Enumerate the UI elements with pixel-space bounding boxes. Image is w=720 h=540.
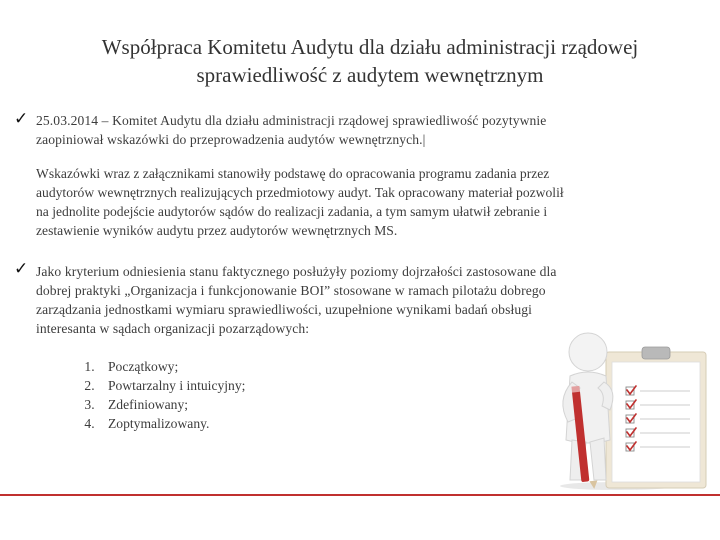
bullet-2-line: dobrej praktyki „Organizacja i funkcjonowanie BOI” stosowane w ramach pilotażu dobrego bbox=[36, 283, 546, 298]
maturity-levels-list bbox=[60, 357, 245, 433]
bullet-1-line-1: 25.03.2014 – Komitet Audytu dla działu administracji rządowej sprawiedliwość pozytywnie bbox=[36, 113, 547, 128]
paragraph-line: zestawienie wyników audytu przez audytorów wewnętrznych MS. bbox=[36, 223, 398, 238]
guidelines-paragraph bbox=[36, 164, 706, 240]
list-item: 1. Początkowy; bbox=[98, 357, 245, 376]
list-item: 4. Zoptymalizowany. bbox=[98, 414, 245, 433]
bullet-2 bbox=[36, 262, 706, 338]
list-item: 3. Zdefiniowany; bbox=[98, 395, 245, 414]
clipboard-clip bbox=[642, 347, 670, 359]
bullet-1-line-2: zaopiniował wskazówki do przeprowadzenia audytów wewnętrznych.| bbox=[36, 132, 426, 147]
checkmark-icon: ✓ bbox=[14, 109, 29, 129]
paragraph-line: na jednolite podejście audytorów sądów do realizacji zadania, a tym samym ułatwił zebranie i bbox=[36, 204, 548, 219]
list-item: 2. Powtarzalny i intuicyjny; bbox=[98, 376, 245, 395]
clipboard-paper bbox=[612, 362, 700, 482]
bullet-2-line: Jako kryterium odniesienia stanu faktycznego posłużyły poziomy dojrzałości zastosowane dla bbox=[36, 264, 557, 279]
bullet-2-line: zarządzania jednostkami wymiaru sprawiedliwości, uzupełnione wynikami badań obsługi bbox=[36, 302, 533, 317]
paragraph-line: audytorów wewnętrznych realizujących przedmiotowy audyt. Tak opracowany materiał pozwolił bbox=[36, 185, 564, 200]
person-figure bbox=[563, 333, 613, 480]
bullet-2-line: interesanta w sądach organizacji pozarządowych: bbox=[36, 321, 310, 336]
figure-with-clipboard-illustration bbox=[548, 330, 710, 490]
slide-title bbox=[40, 33, 700, 89]
title-line-1: Współpraca Komitetu Audytu dla działu administracji rządowej bbox=[101, 35, 639, 59]
bottom-accent-line bbox=[0, 494, 720, 496]
bullet-1 bbox=[36, 111, 706, 149]
title-line-2: sprawiedliwość z audytem wewnętrznym bbox=[196, 63, 544, 87]
paragraph-line: Wskazówki wraz z załącznikami stanowiły podstawę do opracowania programu zadania przez bbox=[36, 166, 550, 181]
checkmark-icon: ✓ bbox=[14, 259, 29, 279]
